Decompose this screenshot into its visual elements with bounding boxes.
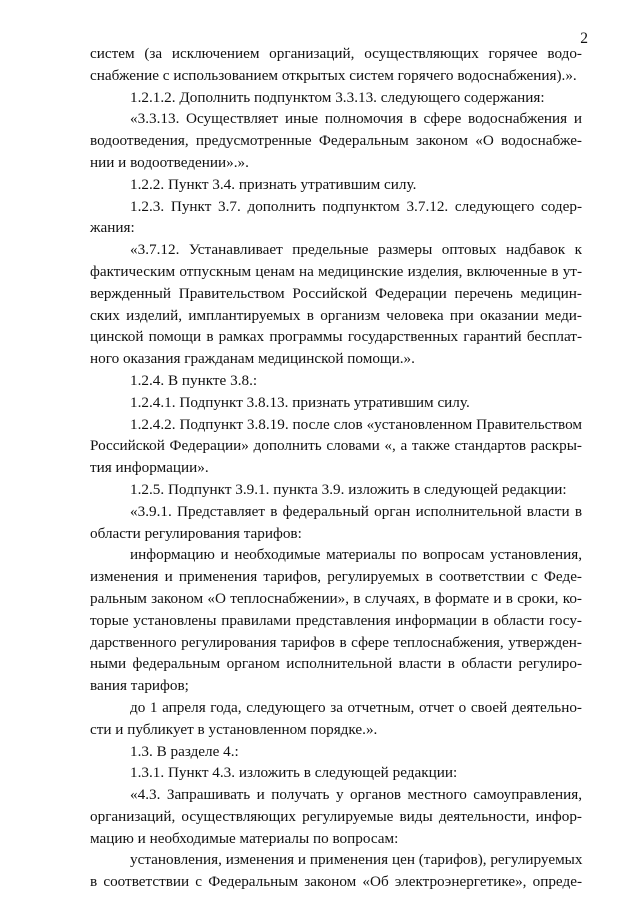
- text-line: 1.2.4.1. Подпункт 3.8.13. признать утратившим силу.: [130, 393, 470, 411]
- text-line: «3.3.13. Осуществляет иные полномочия в сфере водоснабжения и: [130, 110, 582, 128]
- text-line: 1.2.2. Пункт 3.4. признать утратившим силу.: [130, 175, 417, 193]
- text-line: цинской помощи в рамках программы государственных гарантий бесплат-: [90, 328, 582, 346]
- text-line: 1.2.1.2. Дополнить подпунктом 3.3.13. следующего содержания:: [130, 88, 545, 106]
- document-body: [90, 43, 582, 893]
- text-line: области регулирования тарифов:: [90, 524, 302, 542]
- text-line: Российской Федерации» дополнить словами «, а также стандартов раскры-: [90, 437, 582, 455]
- text-line: 1.3. В разделе 4.:: [130, 742, 239, 760]
- text-line: сти и публикует в установленном порядке.».: [90, 720, 378, 738]
- text-line: нии и водоотведении».».: [90, 153, 249, 171]
- text-line: ными федеральным органом исполнительной власти в области регулиро-: [90, 655, 582, 673]
- text-line: до 1 апреля года, следующего за отчетным, отчет о своей деятельно-: [130, 698, 582, 716]
- text-line: организаций, осуществляющих регулируемые виды деятельности, инфор-: [90, 807, 582, 825]
- text-line: «3.7.12. Устанавливает предельные размеры оптовых надбавок к: [130, 241, 582, 259]
- text-line: 1.3.1. Пункт 4.3. изложить в следующей редакции:: [130, 764, 458, 782]
- text-line: дарственного регулирования тарифов в сфере теплоснабжения, утвержден-: [90, 633, 582, 651]
- text-line: фактическим отпускным ценам на медицинские изделия, включенные в ут-: [90, 262, 582, 280]
- text-line: вержденный Правительством Российской Федерации перечень медицин-: [90, 284, 582, 302]
- text-line: «4.3. Запрашивать и получать у органов местного самоуправления,: [130, 786, 582, 804]
- text-line: мацию и необходимые материалы по вопросам:: [90, 829, 399, 847]
- text-line: информацию и необходимые материалы по вопросам установления,: [130, 546, 582, 564]
- text-line: жания:: [90, 219, 135, 237]
- text-line: систем (за исключением организаций, осуществляющих горячее водо-: [90, 45, 582, 62]
- text-line: 1.2.5. Подпункт 3.9.1. пункта 3.9. изложить в следующей редакции:: [130, 480, 567, 498]
- text-line: изменения и применения тарифов, регулируемых в соответствии с Феде-: [90, 568, 582, 586]
- text-line: ских изделий, имплантируемых в организм человека при оказании меди-: [90, 306, 582, 324]
- text-line: установления, изменения и применения цен (тарифов), регулируемых: [130, 851, 583, 869]
- text-line: ральным законом «О теплоснабжении», в случаях, в формате и в сроки, ко-: [90, 589, 582, 607]
- text-line: снабжение с использованием открытых систем горячего водоснабжения).».: [90, 66, 577, 84]
- text-line: «3.9.1. Представляет в федеральный орган исполнительной власти в: [130, 502, 582, 520]
- text-line: 1.2.3. Пункт 3.7. дополнить подпунктом 3.7.12. следующего содер-: [130, 197, 582, 215]
- text-line: в соответствии с Федеральным законом «Об электроэнергетике», опреде-: [90, 873, 582, 891]
- text-line: вания тарифов;: [90, 677, 189, 695]
- text-line: тия информации».: [90, 459, 209, 477]
- text-line: 1.2.4.2. Подпункт 3.8.19. после слов «установленном Правительством: [130, 415, 582, 433]
- text-line: 1.2.4. В пункте 3.8.:: [130, 371, 258, 389]
- text-line: торые установлены правилами представления информации в области госу-: [90, 611, 582, 629]
- page-number: 2: [580, 30, 588, 47]
- text-line: ного оказания гражданам медицинской помощи.».: [90, 350, 415, 368]
- text-line: водоотведения, предусмотренные Федеральным законом «О водоснабже-: [90, 132, 582, 150]
